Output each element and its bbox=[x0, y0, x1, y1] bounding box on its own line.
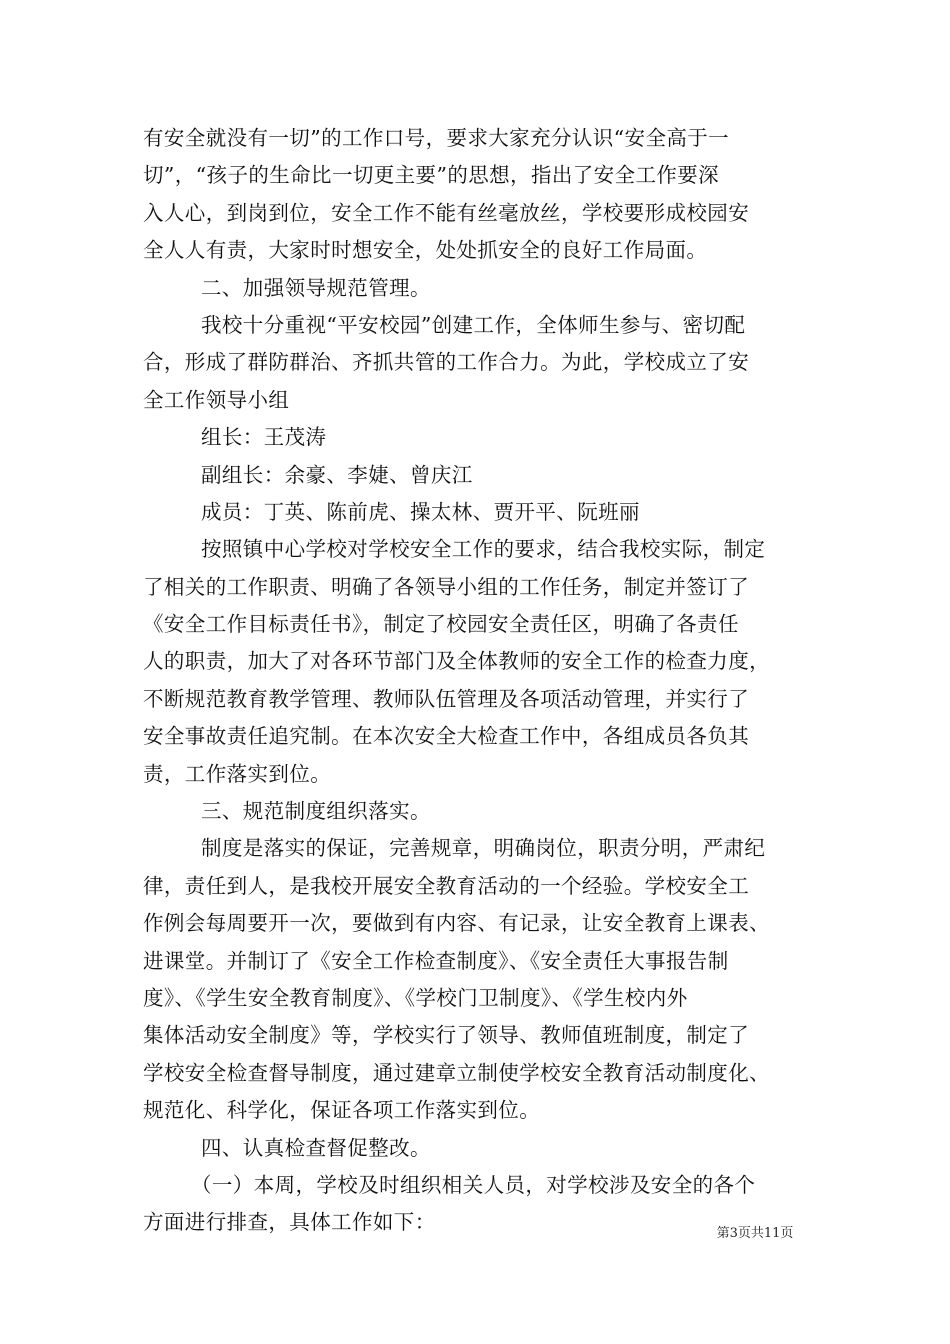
text-line: （一）本周，学校及时组织相关人员，对学校涉及安全的各个 bbox=[191, 1172, 756, 1197]
text-line: 我校十分重视“平安校园”创建工作，全体师生参与、密切配 bbox=[201, 312, 746, 337]
text-line: 全工作领导小组 bbox=[143, 387, 290, 412]
text-line: 集体活动安全制度》等，学校实行了领导、教师值班制度，制定了 bbox=[143, 1023, 750, 1048]
text-line: 制度是落实的保证，完善规章，明确岗位，职责分明，严肃纪 bbox=[201, 836, 766, 861]
text-line: 成员：丁英、陈前虎、操太林、贾开平、阮班丽 bbox=[201, 499, 640, 524]
text-line: 组长：王茂涛 bbox=[201, 425, 327, 450]
text-line: 度》、《学生安全教育制度》、《学校门卫制度》、《学生校内外 bbox=[143, 985, 688, 1010]
section-heading: 二、加强领导规范管理。 bbox=[201, 275, 431, 300]
section-heading: 四、认真检查督促整改。 bbox=[201, 1135, 431, 1160]
document-body bbox=[143, 120, 823, 1242]
text-line: 律，责任到人，是我校开展安全教育活动的一个经验。学校安全工 bbox=[143, 873, 750, 898]
text-line: 不断规范教育教学管理、教师队伍管理及各项活动管理，并实行了 bbox=[143, 686, 750, 711]
text-line: 人的职责，加大了对各环节部门及全体教师的安全工作的检查力度， bbox=[143, 649, 770, 674]
text-line: 进课堂。并制订了《安全工作检查制度》、《安全责任大事报告制 bbox=[143, 948, 729, 973]
text-line: 有安全就没有一切”的工作口号，要求大家充分认识“安全高于一 bbox=[143, 126, 730, 150]
text-line: 入人心，到岗到位，安全工作不能有丝毫放丝，学校要形成校园安 bbox=[143, 200, 750, 225]
page-number: 第3页共11页 bbox=[716, 1226, 794, 1241]
text-line: 切”，“孩子的生命比一切更主要”的思想，指出了安全工作要深 bbox=[143, 163, 720, 188]
text-line: 作例会每周要开一次，要做到有内容、有记录，让安全教育上课表、 bbox=[143, 911, 770, 936]
text-line: 按照镇中心学校对学校安全工作的要求，结合我校实际，制定 bbox=[201, 537, 766, 562]
text-line: 合，形成了群防群治、齐抓共管的工作合力。为此，学校成立了安 bbox=[143, 350, 750, 375]
section-heading: 三、规范制度组织落实。 bbox=[201, 799, 431, 824]
text-line: 安全事故责任追究制。在本次安全大检查工作中，各组成员各负其 bbox=[143, 724, 750, 749]
text-line: 《安全工作目标责任书》，制定了校园安全责任区，明确了各责任 bbox=[143, 612, 739, 637]
text-line: 规范化、科学化，保证各项工作落实到位。 bbox=[143, 1098, 541, 1123]
text-line: 全人人有责，大家时时想安全，处处抓安全的良好工作局面。 bbox=[143, 238, 708, 263]
text-line: 学校安全检查督导制度，通过建章立制使学校安全教育活动制度化、 bbox=[143, 1060, 770, 1085]
text-line: 方面进行排查，具体工作如下： bbox=[143, 1210, 436, 1235]
text-line: 副组长：余豪、李婕、曾庆江 bbox=[201, 462, 473, 487]
text-line: 责，工作落实到位。 bbox=[143, 761, 332, 786]
text-line: 了相关的工作职责、明确了各领导小组的工作任务，制定并签订了 bbox=[143, 574, 750, 599]
page-footer bbox=[0, 1222, 950, 1241]
